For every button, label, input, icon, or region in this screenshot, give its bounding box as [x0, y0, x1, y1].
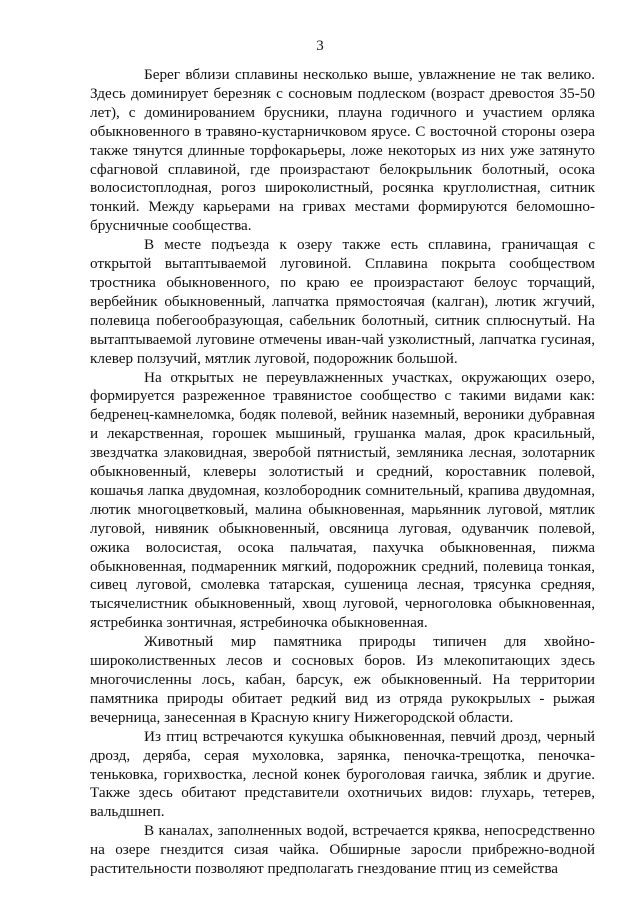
paragraph-fauna: Животный мир памятника природы типичен для хвойно-широколиственных лесов и сосновых боров. Из млекопитающих здесь многочисленны лось, кабан, барсук, еж обыкновенный. На территории памятника природы обитает редкий вид из отряда рукокрылых - рыжая вечерница, занесенная в Красную книгу Нижегородской области. — [90, 633, 595, 726]
paragraph-birds: Из птиц встречаются кукушка обыкновенная, певчий дрозд, черный дрозд, деряба, серая мухоловка, зарянка, пеночка-трещотка, пеночка-теньковка, горихвостка, лесной конек буроголовая гаичка, зяблик и другие. Также здесь обитают представители охотничьих видов: глухарь, тетерев, вальдшнеп. — [90, 727, 595, 821]
body-text — [90, 66, 595, 879]
paragraph-waterfowl: В каналах, заполненных водой, встречается кряква, непосредственно на озере гнездится сизая чайка. Обширные заросли прибрежно-водной растительности позволяют предполагать гнездование птиц из семейства — [90, 822, 595, 878]
paragraph-open-areas: На открытых не переувлажненных участках, окружающих озеро, формируется разреженное травянистое сообщество с такими видами как: бедренец-камнеломка, бодяк полевой, вейник наземный, вероники дубравная и лекарственная, горошек мышиный, грушанка малая, дрок красильный, звездчатка злаковидная, зверобой пятнистый, земляника лесная, золотарник обыкновенный, клеверы золотистый и средний, короставник полевой, кошачья лапка двудомная, козлобородник сомнительный, крапива двудомная, лютик многоцветковый, малина обыкновенная, марьянник луговой, мятлик луговой, нивяник обыкновенный, овсяница луговая, одуванчик полевой, ожика волосистая, осока пальчатая, пахучка обыкновенная, пижма обыкновенная, подмаренник мягкий, подорожник средний, полевица тонкая, сивец луговой, смолевка татарская, сушеница лесная, трясунка средняя, тысячелистник обыкновенный, хвощ луговой, черноголовка обыкновенная, ястребинка зонтичная, ястребиночка обыкновенная. — [90, 368, 595, 632]
paragraph-access-area: В месте подъезда к озеру также есть сплавина, граничащая с открытой вытаптываемой луговиной. Сплавина покрыта сообществом тростника обыкновенного, по краю ее произрастают белоус торчащий, вербейник обыкновенный, лапчатка прямостоячая (калган), лютик жгучий, полевица побегообразующая, сабельник болотный, ситник сплюснутый. На вытаптываемой луговине отмечены иван-чай узколистный, лапчатка гусиная, клевер ползучий, мятлик луговой, подорожник большой. — [90, 236, 595, 367]
page-number: 3 — [316, 38, 324, 54]
paragraph-shore-vegetation: Берег вблизи сплавины несколько выше, увлажнение не так велико. Здесь доминирует березняк с сосновым подлеском (возраст древостоя 35-50 лет), с доминированием брусники, плауна годичного и участием орляка обыкновенного в травяно-кустарничковом ярусе. С восточной стороны озера также тянутся длинные торфокарьеры, ложе некоторых из них уже затянуто сфагновой сплавиной, где произрастают белокрыльник болотный, осока волосистоплодная, рогоз широколистный, росянка круглолистная, ситник тонкий. Между карьерами на гривах местами формируются беломошно-брусничные сообщества. — [90, 66, 595, 235]
